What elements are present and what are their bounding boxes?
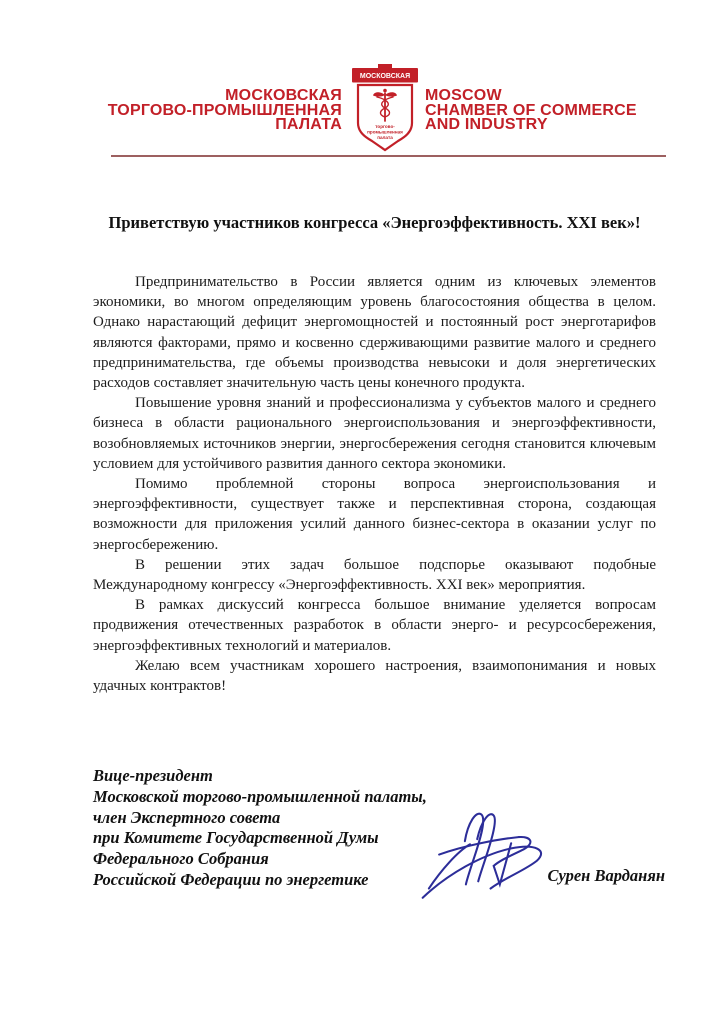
letterhead-divider	[111, 155, 666, 157]
signatory-title-line: член Экспертного совета	[93, 807, 281, 827]
signatory-title-line: при Комитете Государственной Думы	[93, 828, 379, 848]
org-name-english	[425, 89, 675, 133]
emblem-caption-line: промышленная	[367, 129, 403, 135]
paragraph: Предпринимательство в России является одним из ключевых элементов экономики, во многом определяющим уровень благосостояния общества в целом. Однако нарастающий дефицит энергомощностей и постоянный рост энерготарифов являются факторами, прямо и косвенно сдерживающими развитие малого и среднего предпринимательства, где объемы производства невысоки и доля энергетических расходов составляет значительную часть цены конечного продукта.	[93, 274, 656, 392]
signatory-name: Сурен Варданян	[547, 866, 665, 885]
signatory-title-line: Российской Федерации по энергетике	[93, 869, 369, 889]
org-name-english-line: CHAMBER OF COMMERCE	[425, 101, 637, 119]
paragraph: В решении этих задач большое подспорье оказывают подобные Международному конгрессу «Энергоэффективность. XXI век» мероприятия.	[93, 556, 656, 594]
paragraph: Помимо проблемной стороны вопроса энергоиспользования и энергоэффективности, существует также и перспективная сторона, создающая возможности для приложения усилий данного бизнес-сектора в оказании услуг по энергосбережению.	[93, 476, 656, 553]
signatory-title-line: Вице-президент	[93, 766, 213, 785]
paragraph: В рамках дискуссий конгресса большое внимание уделяется вопросам продвижения отечественных разработок в области энерго- и ресурсосбережения, энергоэффективных технологий и материалов.	[93, 597, 656, 654]
org-name-english-line: AND INDUSTRY	[425, 116, 548, 134]
signatory-title-line: Федерального Собрания	[93, 849, 269, 869]
paragraph: Желаю всем участникам хорошего настроения, взаимопонимания и новых удачных контрактов!	[93, 657, 656, 695]
signatory-title-line: Московской торгово-промышленной палаты,	[93, 786, 427, 806]
letter-body	[93, 272, 656, 696]
letter-heading: Приветствую участников конгресса «Энергоэффективность. XXI век»!	[108, 213, 641, 232]
chamber-emblem-graphic	[349, 64, 421, 153]
chamber-emblem	[349, 64, 421, 153]
emblem-caption-line: палата	[377, 135, 393, 141]
org-name-russian	[50, 89, 342, 133]
signature-ink-graphic	[418, 798, 558, 906]
org-name-russian-line: ПАЛАТА	[275, 116, 342, 134]
handwritten-signature	[418, 798, 558, 906]
org-name-english-line: MOSCOW	[425, 87, 502, 104]
org-name-russian-line: МОСКОВСКАЯ	[225, 87, 342, 104]
emblem-caption-line: торгово-	[375, 124, 395, 129]
org-name-russian-line: ТОРГОВО-ПРОМЫШЛЕННАЯ	[107, 101, 342, 119]
paragraph: Повышение уровня знаний и профессионализма у субъектов малого и среднего бизнеса в области рационального энергоиспользования и энергоэффективности, возобновляемых источников энергии, энергосбережения сегодня становится ключевым условием для устойчивого развития данного сектора экономики.	[93, 395, 656, 472]
emblem-banner-text: МОСКОВСКАЯ	[359, 73, 411, 81]
